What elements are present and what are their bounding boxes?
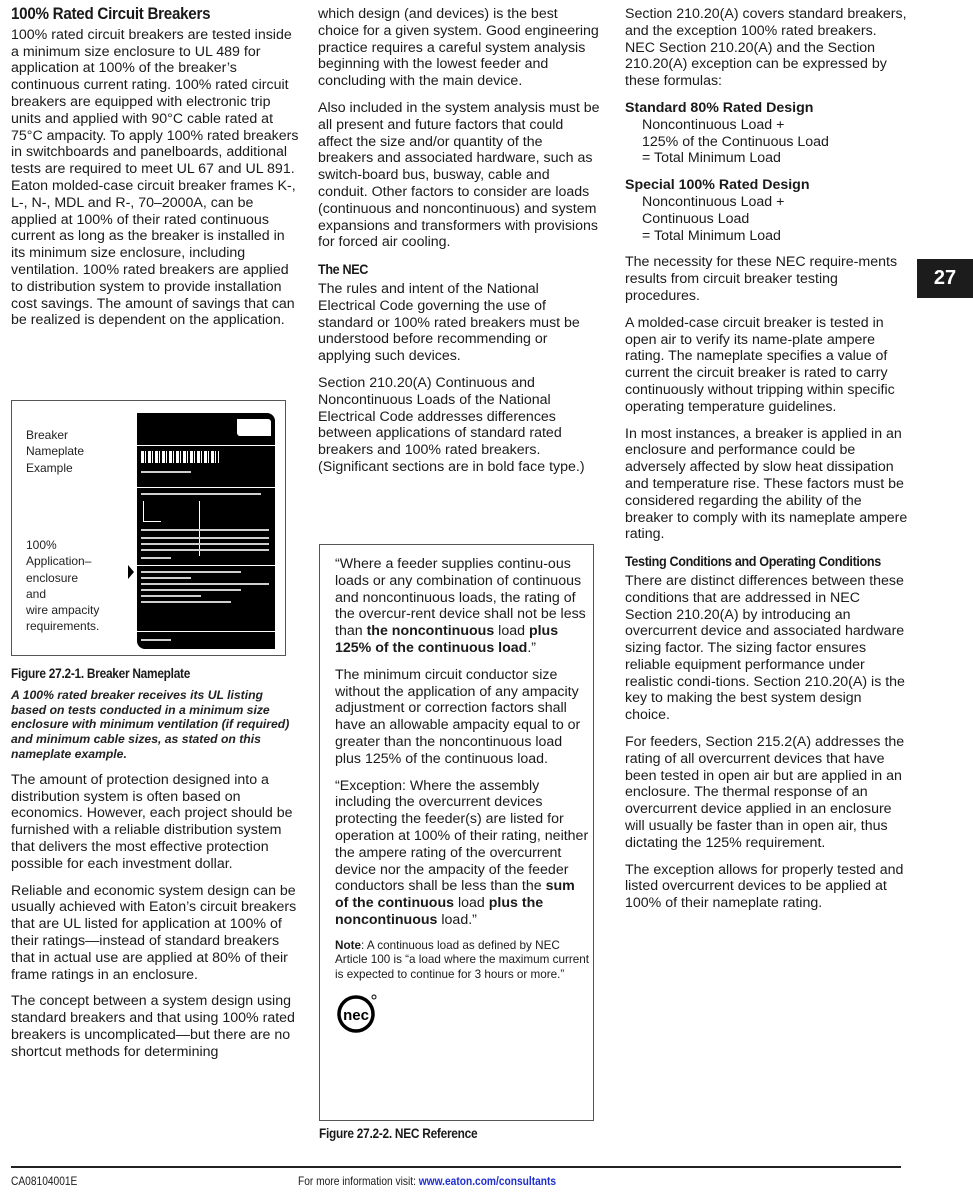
nameplate-text [141,471,191,473]
figure-label-bottom [26,537,99,635]
nameplate-image [137,413,275,649]
quote-bold: the noncontinuous [366,623,495,640]
quote-text: load [454,895,489,912]
quote-text: load [494,623,529,640]
column-2 [318,6,600,486]
paragraph: Section 210.20(A) covers standard breakers, and the exception 100% rated breakers. NEC Section 210.20(A) and the Section 210.20(A) exception can be expressed by these formulas: [625,6,907,90]
formula-line: Continuous Load [642,210,750,227]
nameplate-text [141,493,261,495]
document-id: CA08104001E [11,1174,78,1188]
nameplate-text [141,549,269,551]
nameplate-text [141,595,201,597]
quote-bold: sum of the continuous [335,878,575,912]
paragraph: Also included in the system analysis must be all present and future factors that could affect the size and/or quantity of the breakers and associated hardware, such as switch-board bus, busway, cable and conduit. Other factors to consider are loads (continuous and noncontinuous) and system expansions and transformers with provisions for forced air cooling. [318,99,600,251]
formula-title: Special 100% Rated Design [625,177,810,194]
paragraph: 100% rated circuit breakers are tested inside a minimum size enclosure to UL 489 for application at 100% of the breaker’s continuous current rating. 100% rated circuit breakers are equipped with electronic trip units and applied with 90°C cable rated at 75°C ampacity. To apply 100% rated breakers in switchboards and panelboards, additional tests are required to meet UL 67 and UL 891. Eaton molded-case circuit breaker frames K-, L-, N-, MDL and R-, 70–2000A, can be applied at 100% of their rated continuous current as long as the breaker is installed in its minimum size enclosure, including ventilation. 100% rated breakers are applied to distribution system to provide installation cost savings. The amount of savings that can be realized is dependent on the application. [11,26,299,329]
nameplate-text [141,589,241,591]
nec-logo-text: nec [343,1007,369,1025]
label-line: and [26,586,47,601]
divider [137,631,275,632]
quote-bold: plus 125% of the continuous load [335,623,559,656]
label-line: Breaker [26,428,69,442]
column-1 [11,6,301,339]
paragraph: Section 210.20(A) Continuous and Noncontinuous Loads of the National Electrical Code addresses differences between applications of standard rated breakers and 100% rated breakers. (Significant sections are in bold face type.) [318,374,585,475]
formula-line: = Total Minimum Load [642,227,781,244]
nameplate-text [141,577,191,579]
divider [137,445,275,446]
label-line: requirements. [26,619,100,634]
label-line: enclosure [26,570,79,585]
formula-line: 125% of the Continuous Load [642,133,829,150]
paragraph: The rules and intent of the National Electrical Code governing the use of standard or 100% rated breakers must be understood before recommending or applying such devices. [318,280,580,365]
formula-title: Standard 80% Rated Design [625,99,814,116]
note-text: : A continuous load as defined by NEC Article 100 is “a load where the maximum current is expected to continue for 3 hours or more.” [335,938,589,981]
figure-label-top [26,427,84,476]
note-label: Note [335,938,361,952]
section-tab[interactable]: 27 [917,259,973,298]
nameplate-text [141,557,171,559]
section-heading-testing: Testing Conditions and Operating Conditions [625,553,881,570]
nameplate-text [141,583,269,585]
quote-text: .” [527,639,537,656]
nameplate-text [141,601,231,603]
paragraph: There are distinct differences between these conditions that are addressed in NEC Section 210.20(A) by introducing an overcurrent device and associated hardware sizing factor. The sizing factor ensures reliable equipment performance under realistic condi-tions. Section 210.20(A) is the key to making the best system design choice. [625,572,905,724]
section-title: 100% Rated Circuit Breakers [11,5,211,23]
formula-special [625,177,910,244]
diagram-line [143,501,144,521]
footer-info [298,1174,556,1188]
figure-breaker-nameplate [11,400,286,656]
formula-line: Noncontinuous Load + [642,116,785,133]
paragraph: In most instances, a breaker is applied in an enclosure and performance could be adversely affected by slow heat dissipation and temperature rise. These factors must be considered regarding the ability of the breaker to comply with its nameplate ampere rating. [625,425,908,543]
paragraph: The exception allows for properly tested and listed overcurrent devices to be applied at 100% of their nameplate rating. [625,861,904,912]
footer-divider [11,1166,901,1168]
diagram-line [143,521,161,522]
figure-note: A 100% rated breaker receives its UL listing based on tests conducted in a minimum size enclosure with minimum ventilation (if required) and minimum cable sizes, as stated on this nameplate example. [11,687,290,761]
divider [137,565,275,566]
barcode-icon [141,451,219,463]
nec-quote-2 [335,778,590,929]
label-line: Nameplate [26,444,85,459]
column-3 [625,6,910,922]
quote-text: .” [468,911,477,928]
paragraph: A molded-case circuit breaker is tested in open air to verify its name-plate ampere rating. The nameplate specifies a value of current the circuit breaker is rated to carry continuously without tripping within specific operating temperature guidelines. [625,314,895,415]
label-line: wire ampacity [26,603,100,618]
paragraph: The amount of protection designed into a distribution system is often based on economics. However, each project should be furnished with a reliable distribution system that delivers the most effective protection possible for each investment dollar. [11,771,293,872]
paragraph: which design (and devices) is the best choice for a given system. Good engineering practice requires a careful system analysis beginning with the lowest feeder and concluding with the main device. [318,6,599,90]
nameplate-text [141,529,269,531]
nameplate-text [141,639,171,641]
paragraph: The necessity for these NEC require-ments results from circuit breaker testing procedures. [625,254,898,304]
formula-line: Noncontinuous Load + [642,193,785,210]
nameplate-text [141,537,269,539]
nec-logo-icon [335,992,593,1039]
paragraph: The minimum circuit conductor size without the application of any ampacity adjustment or correction factors shall have an allowable ampacity equal to or greater than the noncontinuous load plus 125% of the continuous load. [335,666,581,767]
paragraph: The concept between a system design using standard breakers and that using 100% rated breakers is uncomplicated—but there are no shortcut methods for determining [11,993,295,1060]
quote-text: load [437,911,469,928]
pointer-arrow-icon [128,565,134,579]
column-1-lower [11,666,301,1071]
nec-quote-1 [335,556,590,657]
label-line: 100% [26,538,57,552]
formula-line: = Total Minimum Load [642,150,781,167]
figure-caption: Figure 27.2-2. NEC Reference [319,1126,478,1141]
footer-info-label: For more information visit: [298,1174,419,1188]
formula-standard [625,100,910,167]
paragraph: For feeders, Section 215.2(A) addresses the rating of all overcurrent devices that have been tested in open air but are applied in an enclosure. The thermal response of an overcurrent device applied in an enclosure will usually be faster than in open air, thus dictating the 125% requirement. [625,734,905,851]
paragraph: Reliable and economic system design can be usually achieved with Eaton’s circuit breakers that are UL listed for application at 100% of their ratings—instead of standard breakers that in actual use are applied at 80% of their frame ratings in an enclosure. [11,882,297,983]
footer-link[interactable]: www.eaton.com/consultants [418,1174,557,1188]
nameplate-text [141,543,269,545]
label-line: Application– [26,554,92,569]
figure-caption: Figure 27.2-1. Breaker Nameplate [11,666,191,681]
divider [137,487,275,488]
label-line: Example [26,460,73,475]
nameplate-text [141,571,241,573]
quote-text: “Where a feeder supplies continu-ous loads or any combination of continuous and noncontinuous loads, the rating of the overcur-rent device shall not be less than [335,556,586,640]
nameplate-tag [237,419,271,436]
note [335,939,590,983]
quote-bold: plus the noncontinuous [335,895,544,928]
figure-nec-reference [319,544,594,1121]
section-heading-nec: The NEC [318,261,368,278]
quote-text: “Exception: Where the assembly including the overcurrent devices protecting the feeder(s) are listed for operation at 100% of their rating, neither the ampere rating of the overcurrent device nor the ampacity of the feeder conductors shall be less than the [335,777,589,895]
